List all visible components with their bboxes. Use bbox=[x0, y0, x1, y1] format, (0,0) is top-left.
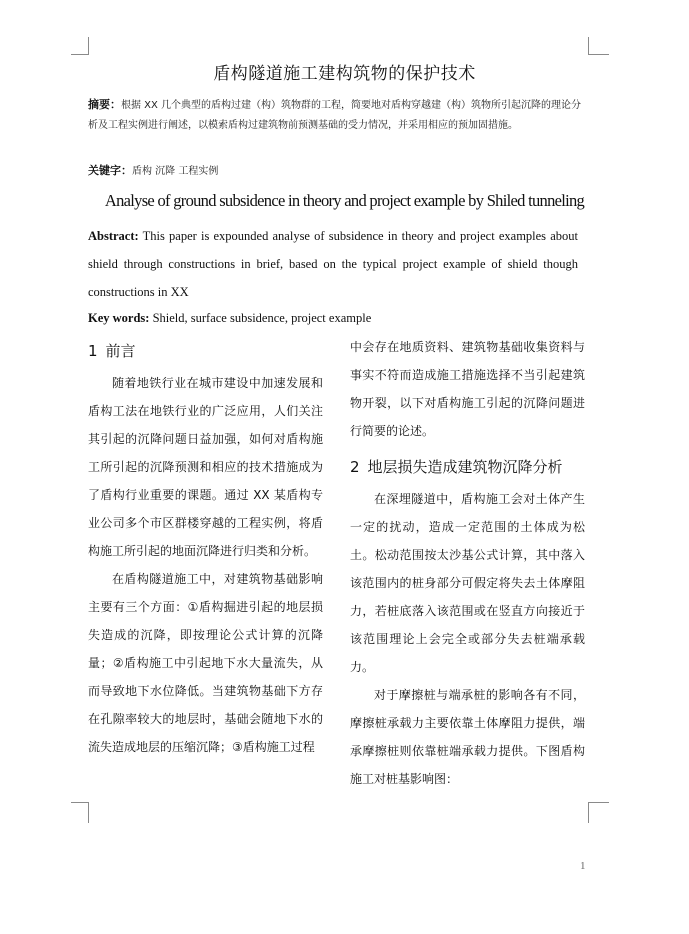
section-2-title: 地层损失造成建筑物沉降分析 bbox=[367, 458, 563, 476]
page-number: 1 bbox=[580, 860, 586, 872]
keywords-cn-label: 关键字： bbox=[88, 164, 132, 177]
abstract-cn bbox=[88, 95, 588, 136]
section-1-title: 前言 bbox=[105, 342, 136, 360]
document-title: 盾构隧道施工建构筑物的保护技术 bbox=[213, 64, 476, 84]
crop-mark-bottom-right bbox=[588, 802, 609, 823]
section-2-heading bbox=[350, 449, 585, 485]
abstract-en-text: This paper is expounded analyse of subsidence in theory and project examples about shield through constructions in brief, based on the typical project example of shield though constructions in XX bbox=[88, 229, 578, 299]
keywords-en bbox=[88, 308, 578, 328]
section-1-paragraph: 随着地铁行业在城市建设中加速发展和盾构工法在地铁行业的广泛应用，人们关注其引起的沉降问题日益加强，如何对盾构施工所引起的沉降预测和相应的技术措施成为了盾构行业重要的课题。通过 XX 某盾构专业公司多个市区群楼穿越的工程实例，将盾构施工所引起的地面沉降进行归类和分析。 bbox=[88, 376, 323, 558]
abstract-en-label: Abstract: bbox=[88, 229, 139, 243]
crop-mark-top-left bbox=[71, 37, 89, 55]
left-column bbox=[88, 333, 323, 761]
keywords-cn bbox=[88, 161, 588, 182]
section-2-paragraph: 对于摩擦桩与端承桩的影响各有不同，摩擦桩承载力主要依靠土体摩阻力提供，端承摩擦桩则依靠桩端承载力提供。下图盾构施工对桩基影响图： bbox=[350, 688, 585, 786]
section-1-paragraph-continued: 中会存在地质资料、建筑物基础收集资料与事实不符而造成施工措施选择不当引起建筑物开裂，以下对盾构施工引起的沉降问题进行简要的论述。 bbox=[350, 340, 585, 438]
keywords-en-text: Shield, surface subsidence, project example bbox=[152, 311, 372, 325]
keywords-en-label: Key words: bbox=[88, 311, 150, 325]
section-2-number: 2 bbox=[350, 458, 360, 476]
crop-mark-top-right bbox=[588, 37, 609, 55]
section-2-paragraph: 在深埋隧道中，盾构施工会对土体产生一定的扰动，造成一定范围的土体成为松土。松动范围按太沙基公式计算，其中落入该范围内的桩身部分可假定将失去土体摩阻力，若桩底落入该范围或在竖直方向接近于该范围理论上会完全或部分失去桩端承载力。 bbox=[350, 492, 585, 674]
abstract-cn-text: 根据 XX 几个典型的盾构过建（构）筑物群的工程，简要地对盾构穿越建（构）筑物所引起沉降的理论分析及工程实例进行阐述，以模索盾构过建筑物前预测基础的受力情况，并采用相应的预加固措施。 bbox=[88, 100, 582, 131]
english-title: Analyse of ground subsidence in theory and project example by Shiled tunneling bbox=[104, 191, 585, 210]
right-column bbox=[350, 333, 585, 793]
section-1-number: 1 bbox=[88, 342, 98, 360]
section-1-heading bbox=[88, 333, 323, 369]
keywords-cn-text: 盾构 沉降 工程实例 bbox=[132, 166, 219, 177]
section-1-paragraph: 在盾构隧道施工中，对建筑物基础影响主要有三个方面：①盾构掘进引起的地层损失造成的沉降，即按理论公式计算的沉降量；②盾构施工中引起地下水大量流失，从而导致地下水位降低。当建筑物基础下方存在孔隙率较大的地层时，基础会随地下水的流失造成地层的压缩沉降；③盾构施工过程 bbox=[88, 572, 323, 754]
abstract-en bbox=[88, 222, 578, 306]
crop-mark-bottom-left bbox=[71, 802, 89, 823]
abstract-cn-label: 摘要： bbox=[88, 98, 121, 111]
